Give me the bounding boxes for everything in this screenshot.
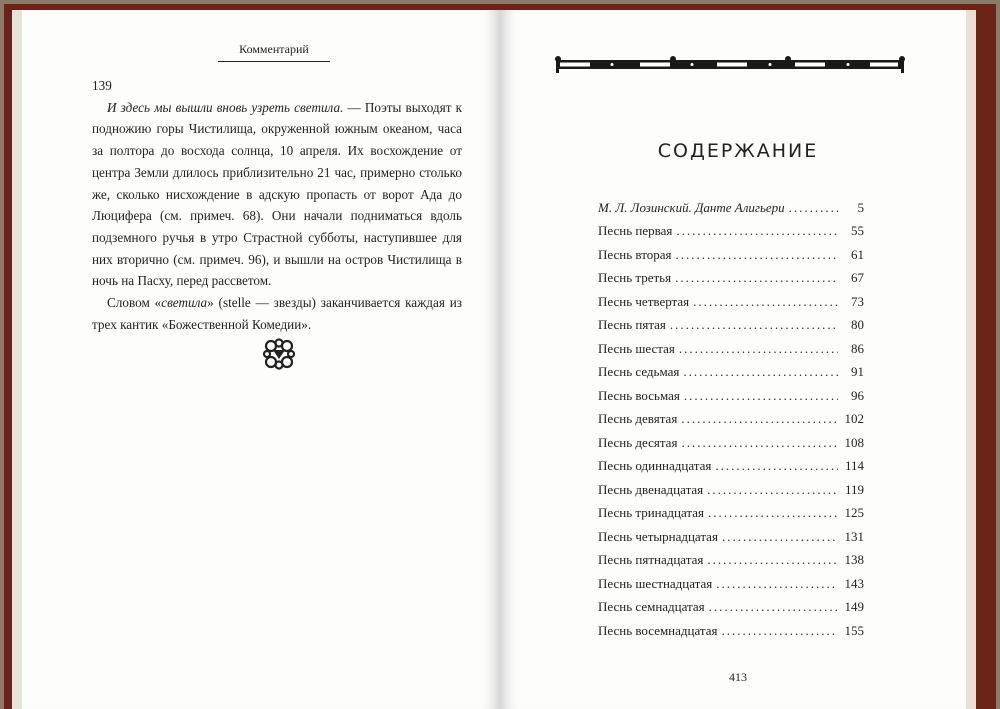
toc-entry-label: Песнь одиннадцатая [598,458,712,474]
toc-entry[interactable] [598,243,864,267]
note-text: — Поэты выходят к подножию горы Чистилища, окруженной южным океаном, часа за полтора до восхода солнца, 10 апреля. Их восхождение от центра Земли длилось приблизительно 21 час, примерно столько же, сколько нисхождение в адскую пропасть от ворот Ада до Люцифера (см. примеч. 68). Они начали подниматься вдоль подземного ручья в утро Страстной субботы, наступившее для них вторично (см. примеч. 96), и вышли на остров Чистилища в ночь на Пасху, перед рассветом. [92,99,463,289]
toc-entry-label: Песнь десятая [598,434,678,450]
right-page [500,10,976,709]
para2-text-a: Словом « [107,295,162,311]
toc-entry[interactable] [598,337,864,361]
note-paragraph-2 [92,292,462,335]
toc-entry-label: Песнь седьмая [598,364,680,380]
toc-entry-label: Песнь восьмая [598,387,680,403]
decorative-band-icon [555,54,905,74]
toc-entry-label: Песнь вторая [598,246,672,262]
toc-entry-page: 143 [844,575,864,591]
toc-entry-page: 61 [851,246,864,262]
toc-entry-page: 67 [851,270,864,286]
toc-entry[interactable] [598,408,864,432]
toc-entry[interactable] [598,502,864,526]
toc-entry[interactable] [598,572,864,596]
toc-leader-dots [670,317,838,333]
toc-entry-label: Песнь шестая [598,340,675,356]
commentary-note [92,75,462,335]
toc-entry[interactable] [598,220,864,244]
toc-entry-label: Песнь третья [598,270,672,286]
toc-entry[interactable] [598,455,864,479]
toc-entry-label: Песнь тринадцатая [598,505,705,521]
toc-entry-page: 80 [851,317,864,333]
toc-leader-dots [683,364,838,380]
toc-leader-dots [681,411,838,427]
toc-entry-label: Песнь восемнадцатая [598,622,718,638]
page-number: 413 [729,670,747,684]
toc-entry[interactable] [598,314,864,338]
toc-entry-page: 119 [844,481,864,497]
toc-leader-dots [716,576,838,592]
toc-entry-page: 91 [851,364,864,380]
toc-entry-page: 108 [844,434,864,450]
toc-leader-dots [681,435,838,451]
toc-entry-page: 5 [857,199,864,215]
toc-leader-dots [708,505,838,521]
note-quote: И здесь мы вышли вновь узреть светила. [107,99,344,115]
toc-entry[interactable] [598,596,864,620]
toc-leader-dots [707,482,838,498]
toc-entry[interactable] [598,478,864,502]
toc-leader-dots [679,341,838,357]
table-of-contents [598,196,864,643]
note-paragraph [92,97,462,292]
toc-entry[interactable] [598,267,864,291]
toc-entry-page: 131 [844,528,864,544]
contents-title: СОДЕРЖАНИЕ [657,140,819,162]
toc-entry[interactable] [598,549,864,573]
toc-entry-page: 96 [851,387,864,403]
running-head: Комментарий [218,42,330,62]
toc-entry-label: М. Л. Лозинский. Данте Алигьери [598,199,785,215]
toc-entry-page: 114 [844,458,864,474]
toc-leader-dots [675,270,838,286]
left-page [12,10,500,709]
toc-leader-dots [676,223,838,239]
ornament-icon [262,337,296,371]
toc-entry-label: Песнь шестнадцатая [598,575,713,591]
toc-entry-page: 86 [851,340,864,356]
para2-italic: светила [161,295,208,311]
toc-leader-dots [722,623,838,639]
toc-leader-dots [675,247,838,263]
para2-text-b: » (stelle — звезды) заканчивается каждая из трех кантик «Божественной Комедии». [92,295,462,332]
toc-entry-label: Песнь девятая [598,411,678,427]
toc-leader-dots [693,294,838,310]
toc-entry[interactable] [598,290,864,314]
toc-entry-page: 138 [844,552,864,568]
toc-entry-page: 102 [844,411,864,427]
toc-entry-label: Песнь пятнадцатая [598,552,704,568]
toc-leader-dots [789,200,838,216]
toc-entry[interactable] [598,384,864,408]
toc-leader-dots [715,458,838,474]
toc-leader-dots [707,552,838,568]
toc-entry-page: 55 [851,223,864,239]
toc-entry-label: Песнь четвертая [598,293,690,309]
toc-leader-dots [722,529,838,545]
toc-entry-label: Песнь семнадцатая [598,599,705,615]
toc-entry-page: 149 [844,599,864,615]
toc-entry[interactable] [598,525,864,549]
toc-entry[interactable] [598,361,864,385]
toc-entry-label: Песнь двенадцатая [598,481,704,497]
toc-leader-dots [709,599,838,615]
toc-entry-page: 73 [851,293,864,309]
toc-entry[interactable] [598,196,864,220]
toc-entry-label: Песнь четырнадцатая [598,528,718,544]
toc-entry-page: 125 [844,505,864,521]
note-number: 139 [92,78,112,93]
toc-entry-label: Песнь первая [598,223,673,239]
toc-entry[interactable] [598,619,864,643]
toc-entry-label: Песнь пятая [598,317,666,333]
toc-leader-dots [684,388,838,404]
toc-entry[interactable] [598,431,864,455]
toc-entry-page: 155 [844,622,864,638]
